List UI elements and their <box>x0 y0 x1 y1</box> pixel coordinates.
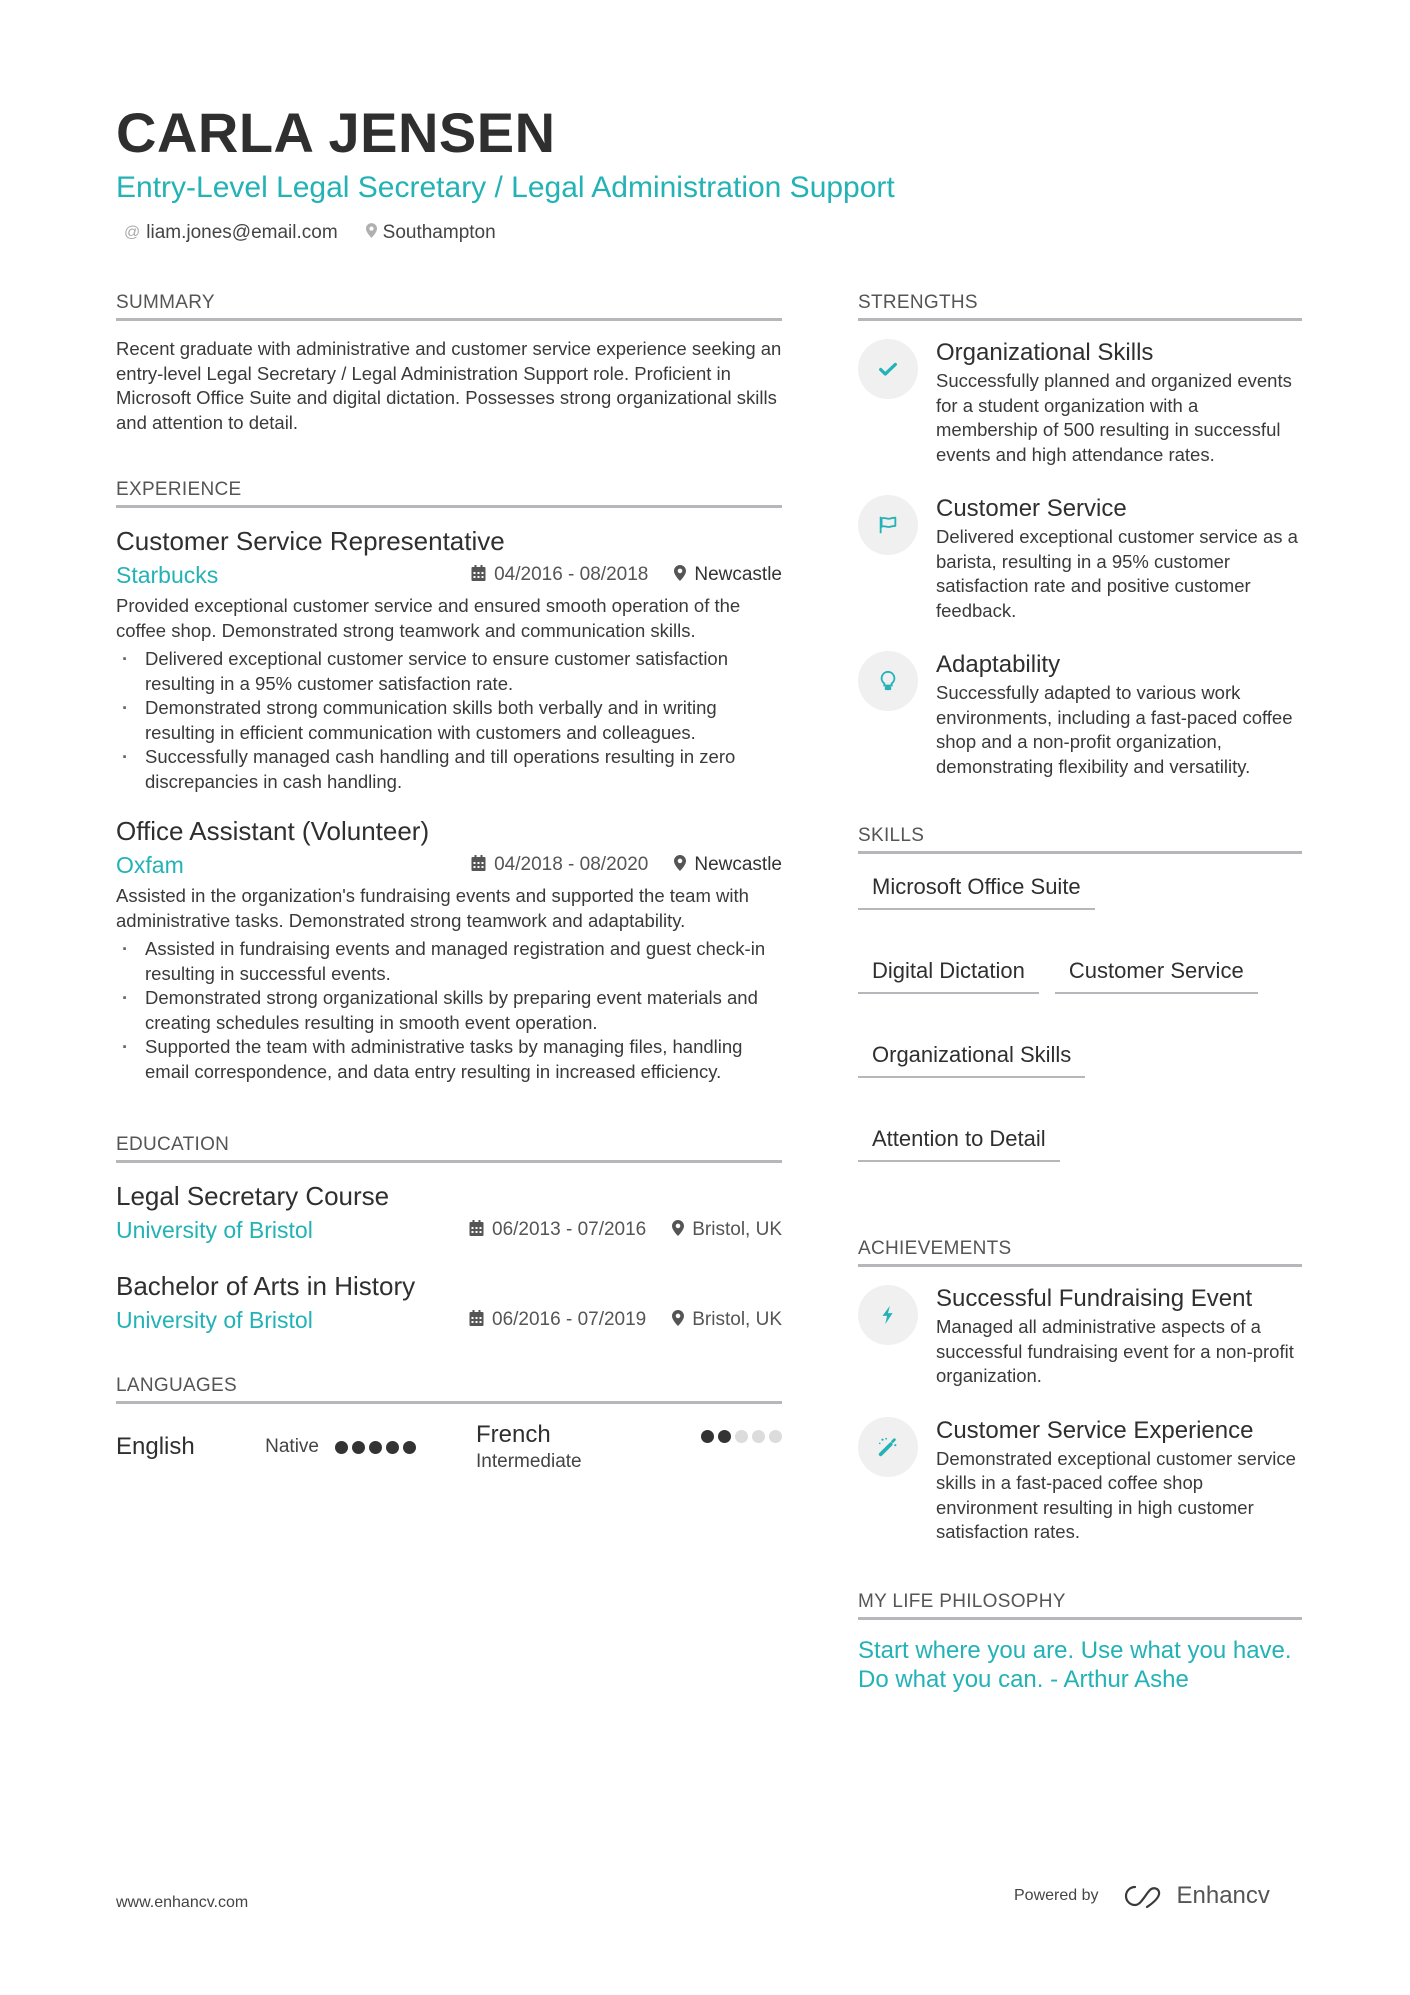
philosophy-quote: Start where you are. Use what you have. Do what you can. - Arthur Ashe <box>858 1636 1292 1693</box>
job-bullets <box>116 937 782 1084</box>
location-text: Newcastle <box>694 854 782 875</box>
rating-dot-empty <box>752 1430 765 1443</box>
strength-item <box>858 493 1302 623</box>
email-text: liam.jones@email.com <box>146 222 338 243</box>
education-dates <box>469 1309 646 1331</box>
achievement-title: Customer Service Experience <box>936 1416 1254 1444</box>
powered-by-text: Powered by <box>1014 1887 1099 1904</box>
achievement-body <box>936 1415 1302 1545</box>
strength-body <box>936 649 1302 779</box>
resume-header <box>116 100 1316 244</box>
degree-title: Legal Secretary Course <box>116 1181 390 1211</box>
education-section <box>116 1134 782 1335</box>
left-column <box>116 292 782 1510</box>
education-entry <box>116 1269 782 1335</box>
contact-info <box>116 222 1316 244</box>
language-name: English <box>116 1433 195 1460</box>
education-entry <box>116 1179 782 1245</box>
location-text: Southampton <box>382 222 496 243</box>
bullet-item: · Assisted in fundraising events and managed registration and guest check-in resulting in successful events. <box>116 937 782 986</box>
strength-item <box>858 649 1302 779</box>
bullet-item: · Demonstrated strong communication skills both verbally and in writing resulting in efficient communication with customers and colleagues. <box>116 696 782 745</box>
location-pin-icon <box>674 565 686 586</box>
location-text: Bristol, UK <box>692 1309 782 1330</box>
job-dates <box>471 854 648 876</box>
job-description: Provided exceptional customer service and ensured smooth operation of the coffee shop. Demonstrated strong teamwork and communication skills. <box>116 595 741 641</box>
at-icon: @ <box>124 224 141 241</box>
achievement-description: Managed all administrative aspects of a successful fundraising event for a non-profit organization. <box>936 1316 1294 1386</box>
strength-title: Organizational Skills <box>936 339 1154 366</box>
job-entry <box>116 524 782 794</box>
dates-text: 06/2016 - 07/2019 <box>492 1309 647 1330</box>
bullet-item: · Supported the team with administrative tasks by managing files, handling email correspondence, and data entry resulting in increased efficiency. <box>116 1035 782 1084</box>
skills-list <box>858 870 1302 1162</box>
job-meta <box>471 854 782 876</box>
rating-dot-filled <box>386 1441 399 1454</box>
language-rating <box>701 1430 782 1443</box>
education-dates <box>469 1219 646 1241</box>
lightning-bolt-icon <box>858 1285 918 1345</box>
strength-item <box>858 337 1302 467</box>
job-title: Customer Service Representative <box>116 526 505 556</box>
achievement-item <box>858 1283 1302 1389</box>
candidate-name: CARLA JENSEN <box>116 101 556 164</box>
right-column <box>858 292 1302 1730</box>
rating-dot-empty <box>769 1430 782 1443</box>
achievement-title: Successful Fundraising Event <box>936 1285 1253 1312</box>
job-description: Assisted in the organization's fundraising events and supported the team with administrative tasks. Demonstrated strong teamwork and adaptability. <box>116 885 749 931</box>
check-icon <box>858 339 918 399</box>
job-location <box>674 854 782 876</box>
calendar-icon <box>469 1220 484 1241</box>
contact-email[interactable] <box>124 222 338 244</box>
job-location <box>674 564 782 586</box>
rating-dot-empty <box>735 1430 748 1443</box>
candidate-role: Entry-Level Legal Secretary / Legal Administration Support <box>116 171 895 204</box>
language-name: French <box>476 1421 551 1448</box>
job-bullets <box>116 647 782 794</box>
strengths-heading: STRENGTHS <box>858 292 1302 321</box>
language-french <box>476 1420 782 1474</box>
dates-text: 04/2016 - 08/2018 <box>494 564 649 585</box>
rating-dot-filled <box>352 1441 365 1454</box>
strength-description: Successfully planned and organized events for a student organization with a membership of 500 resulting in successful events and high attendance rates. <box>936 370 1292 465</box>
achievements-section <box>858 1238 1302 1545</box>
philosophy-heading: MY LIFE PHILOSOPHY <box>858 1591 1302 1620</box>
flag-icon <box>858 495 918 555</box>
summary-heading: SUMMARY <box>116 292 782 321</box>
education-heading: EDUCATION <box>116 1134 782 1163</box>
achievement-body <box>936 1283 1302 1389</box>
job-dates <box>471 564 648 586</box>
location-pin-icon <box>674 855 686 876</box>
dates-text: 04/2018 - 08/2020 <box>494 854 649 875</box>
skill-tag: Customer Service <box>1055 954 1258 994</box>
education-meta-row <box>116 1215 782 1245</box>
strength-title: Customer Service <box>936 495 1127 522</box>
calendar-icon <box>471 565 486 586</box>
brand-name: Enhancv <box>1176 1882 1270 1909</box>
footer-branding <box>1014 1882 1270 1910</box>
company-name: Starbucks <box>116 562 219 588</box>
language-level: Intermediate <box>476 1451 582 1472</box>
skill-tag: Attention to Detail <box>858 1122 1060 1162</box>
location-text: Newcastle <box>694 564 782 585</box>
achievements-heading: ACHIEVEMENTS <box>858 1238 1302 1267</box>
job-meta-row <box>116 560 782 590</box>
experience-section <box>116 479 782 1084</box>
job-meta-row <box>116 850 782 880</box>
skill-tag: Organizational Skills <box>858 1038 1085 1078</box>
strength-description: Successfully adapted to various work environments, including a fast-paced coffee shop and a non-profit organization, demonstrating flexibility and versatility. <box>936 682 1293 777</box>
company-name: Oxfam <box>116 852 184 878</box>
languages-section <box>116 1375 782 1474</box>
summary-text: Recent graduate with administrative and customer service experience seeking an entry-level Legal Secretary / Legal Administration Support role. Proficient in Microsoft Office Suite and digital dictation. Possesses strong organizational skills and attention to detail. <box>116 338 782 433</box>
achievement-item <box>858 1415 1302 1545</box>
magic-wand-icon <box>858 1417 918 1477</box>
strengths-section <box>858 292 1302 779</box>
skill-tag: Microsoft Office Suite <box>858 870 1095 910</box>
job-meta <box>471 564 782 586</box>
language-english <box>116 1420 416 1474</box>
location-pin-icon <box>672 1310 684 1331</box>
enhancv-logo-icon <box>1121 1883 1167 1909</box>
school-name: University of Bristol <box>116 1307 313 1333</box>
rating-dot-filled <box>335 1441 348 1454</box>
dates-text: 06/2013 - 07/2016 <box>492 1219 647 1240</box>
calendar-icon <box>469 1310 484 1331</box>
school-name: University of Bristol <box>116 1217 313 1243</box>
language-level: Native <box>265 1436 319 1457</box>
footer-website-link[interactable]: www.enhancv.com <box>116 1894 249 1911</box>
strength-title: Adaptability <box>936 651 1061 678</box>
rating-dot-filled <box>403 1441 416 1454</box>
lightbulb-icon <box>858 651 918 711</box>
languages-list <box>116 1420 782 1474</box>
calendar-icon <box>471 855 486 876</box>
strength-body <box>936 493 1302 623</box>
job-entry <box>116 814 782 1084</box>
skills-heading: SKILLS <box>858 825 1302 854</box>
education-meta <box>469 1309 782 1331</box>
job-title: Office Assistant (Volunteer) <box>116 816 430 846</box>
bullet-item: · Delivered exceptional customer service to ensure customer satisfaction resulting in a 95% customer satisfaction rate. <box>116 647 782 696</box>
summary-section <box>116 292 782 435</box>
location-pin-icon <box>672 1220 684 1241</box>
rating-dot-filled <box>701 1430 714 1443</box>
education-location <box>672 1309 782 1331</box>
skills-section <box>858 825 1302 1162</box>
degree-title: Bachelor of Arts in History <box>116 1271 416 1301</box>
rating-dot-filled <box>718 1430 731 1443</box>
experience-heading: EXPERIENCE <box>116 479 782 508</box>
education-meta <box>469 1219 782 1241</box>
strength-body <box>936 337 1302 467</box>
education-location <box>672 1219 782 1241</box>
language-rating <box>335 1441 416 1454</box>
achievement-description: Demonstrated exceptional customer service skills in a fast-paced coffee shop environment resulting in high customer satisfaction rates. <box>936 1447 1296 1542</box>
education-meta-row <box>116 1305 782 1335</box>
enhancv-logo[interactable] <box>1121 1882 1270 1910</box>
strength-description: Delivered exceptional customer service as a barista, resulting in a 95% customer satisfaction rate and positive customer feedback. <box>936 526 1298 621</box>
philosophy-section <box>858 1591 1302 1694</box>
location-text: Bristol, UK <box>692 1219 782 1240</box>
rating-dot-filled <box>369 1441 382 1454</box>
location-pin-icon <box>366 223 377 243</box>
skill-tag: Digital Dictation <box>858 954 1039 994</box>
languages-heading: LANGUAGES <box>116 1375 782 1404</box>
bullet-item: · Successfully managed cash handling and till operations resulting in zero discrepancies in cash handling. <box>116 745 782 794</box>
bullet-item: · Demonstrated strong organizational skills by preparing event materials and creating schedules resulting in smooth event operation. <box>116 986 782 1035</box>
contact-location <box>366 222 496 244</box>
